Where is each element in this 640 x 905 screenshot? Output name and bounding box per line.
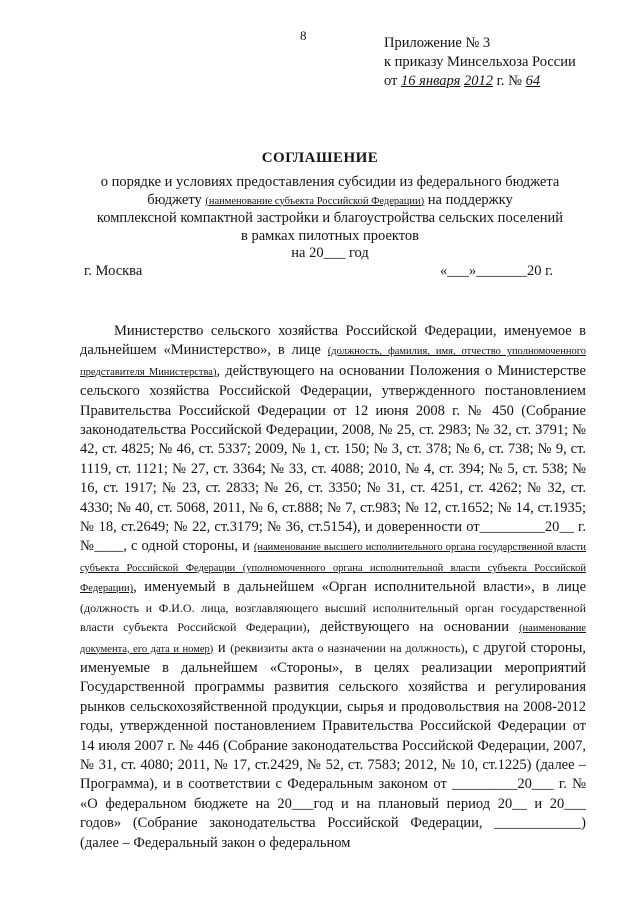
appendix-line2: к приказу Минсельхоза России — [384, 54, 576, 70]
note-head-official: (должность и Ф.И.О. лица, возглавляющего высший исполнительный орган государственной власти субъекта Российской Федерации) — [80, 600, 586, 635]
subtitle-line1: о порядке и условиях предоставления субсидии из федерального бюджета — [100, 174, 560, 190]
p1-part-d: , действующего на основании — [306, 619, 510, 636]
appendix-line3 — [384, 72, 576, 91]
appendix-number: 64 — [525, 73, 541, 89]
subtitle-line2-note: (наименование субъекта Российской Федерации) — [205, 195, 425, 207]
document-title: СОГЛАШЕНИЕ — [261, 150, 379, 166]
appendix-block — [384, 34, 576, 91]
p1-part-b: , действующего на основании Положения о Министерстве сельского хозяйства Российской Федерации, утвержденного постановлением Правительства Российской Федерации от 12 июня 2008 г. № 450 (Собрание законодательства Российской Федерации, 2008, № 25, ст. 2983; № 32, ст. 3791; № 42, ст. 4825; № 46, ст. 5337; 2009, № 1, ст. 150; № 3, ст. 378; № 6, ст. 738; № 9, ст. 1119, ст. 1121; № 27, ст. 3364; № 33, ст. 4088; 2010, № 4, ст. 394; № 5, ст. 538; № 16, ст. 1917; № 23, ст. 2833; № 26, ст. 3350; № 31, ст. 4251, ст. 4262; № 32, ст. 4330; № 40, ст. 5068, 2011, № 6, ст.888; № 7, ст.983; № 12, ст.1652; № 14, ст.1935; № 18, ст.2649; № 22, ст.3179; № 36, ст.5154), и доверенности от_________20__ г. №____, с одной стороны, и — [80, 362, 586, 555]
paragraph-1 — [80, 322, 586, 853]
subtitle-line2-pre: бюджету — [147, 191, 202, 208]
p1-part-c: , именуемый в дальнейшем «Орган исполнительной власти», в лице — [133, 579, 586, 596]
p1-part-e: и — [217, 639, 226, 656]
appendix-from: от — [384, 73, 398, 89]
note-document: (наименование документа, его дата и номер) — [80, 623, 587, 655]
note-regional-body: (наименование высшего исполнительного органа государственной власти субъекта Российской Федерации (уполномоченного органа исполнительной власти субъекта Российской Федерации) — [80, 542, 587, 595]
subtitle-line5: на 20___ год — [291, 245, 369, 261]
subtitle-line3: комплексной компактной застройки и благоустройства сельских поселений — [96, 210, 564, 226]
city: г. Москва — [84, 263, 143, 279]
appendix-line1: Приложение № 3 — [384, 35, 491, 51]
page-number: 8 — [300, 28, 307, 43]
date-blank: «___»_______20 г. — [440, 263, 554, 279]
note-appointment: (реквизиты акта о назначении на должность) — [230, 640, 465, 655]
document-subtitle — [60, 174, 600, 263]
appendix-year: 2012 — [463, 73, 493, 89]
subtitle-line4: в рамках пилотных проектов — [241, 227, 419, 244]
p1-part-a: Министерство сельского хозяйства Российской Федерации, именуемое в дальнейшем «Министерство», в лице — [80, 323, 586, 359]
subtitle-line2 — [60, 192, 600, 211]
agreement-body — [80, 322, 586, 853]
subtitle-line2-post: на поддержку — [427, 191, 513, 208]
appendix-number-label: № — [508, 73, 522, 89]
note-representative: (должность, фамилия, имя, отчество уполномоченного представителя Министерства) — [80, 346, 586, 378]
p1-part-f: , с другой стороны, именуемые в дальнейшем «Стороны», в целях реализации мероприятий Государственной программы развития сельского хозяйства и регулирования рынков сельскохозяйственной продукции, сырья и продовольствия на 2008-2012 годы, утвержденной постановлением Правительства Российской Федерации от 14 июля 2007 г. № 446 (Собрание законодательства Российской Федерации, 2007, № 31, ст. 4080; 2011, № 17, ст.2429, № 52, ст. 7583; 2012, № 10, ст.1225) (далее – Программа), и в соответствии с Федеральным законом от _________20___ г. № «О федеральном бюджете на 20___год и на плановый период 20__ и 20___ годов» (Собрание законодательства Российской Федерации, ____________) (далее – Федеральный закон о федеральном — [80, 639, 586, 851]
appendix-date: 16 января — [401, 73, 461, 89]
appendix-year-suffix: г. — [496, 73, 505, 89]
